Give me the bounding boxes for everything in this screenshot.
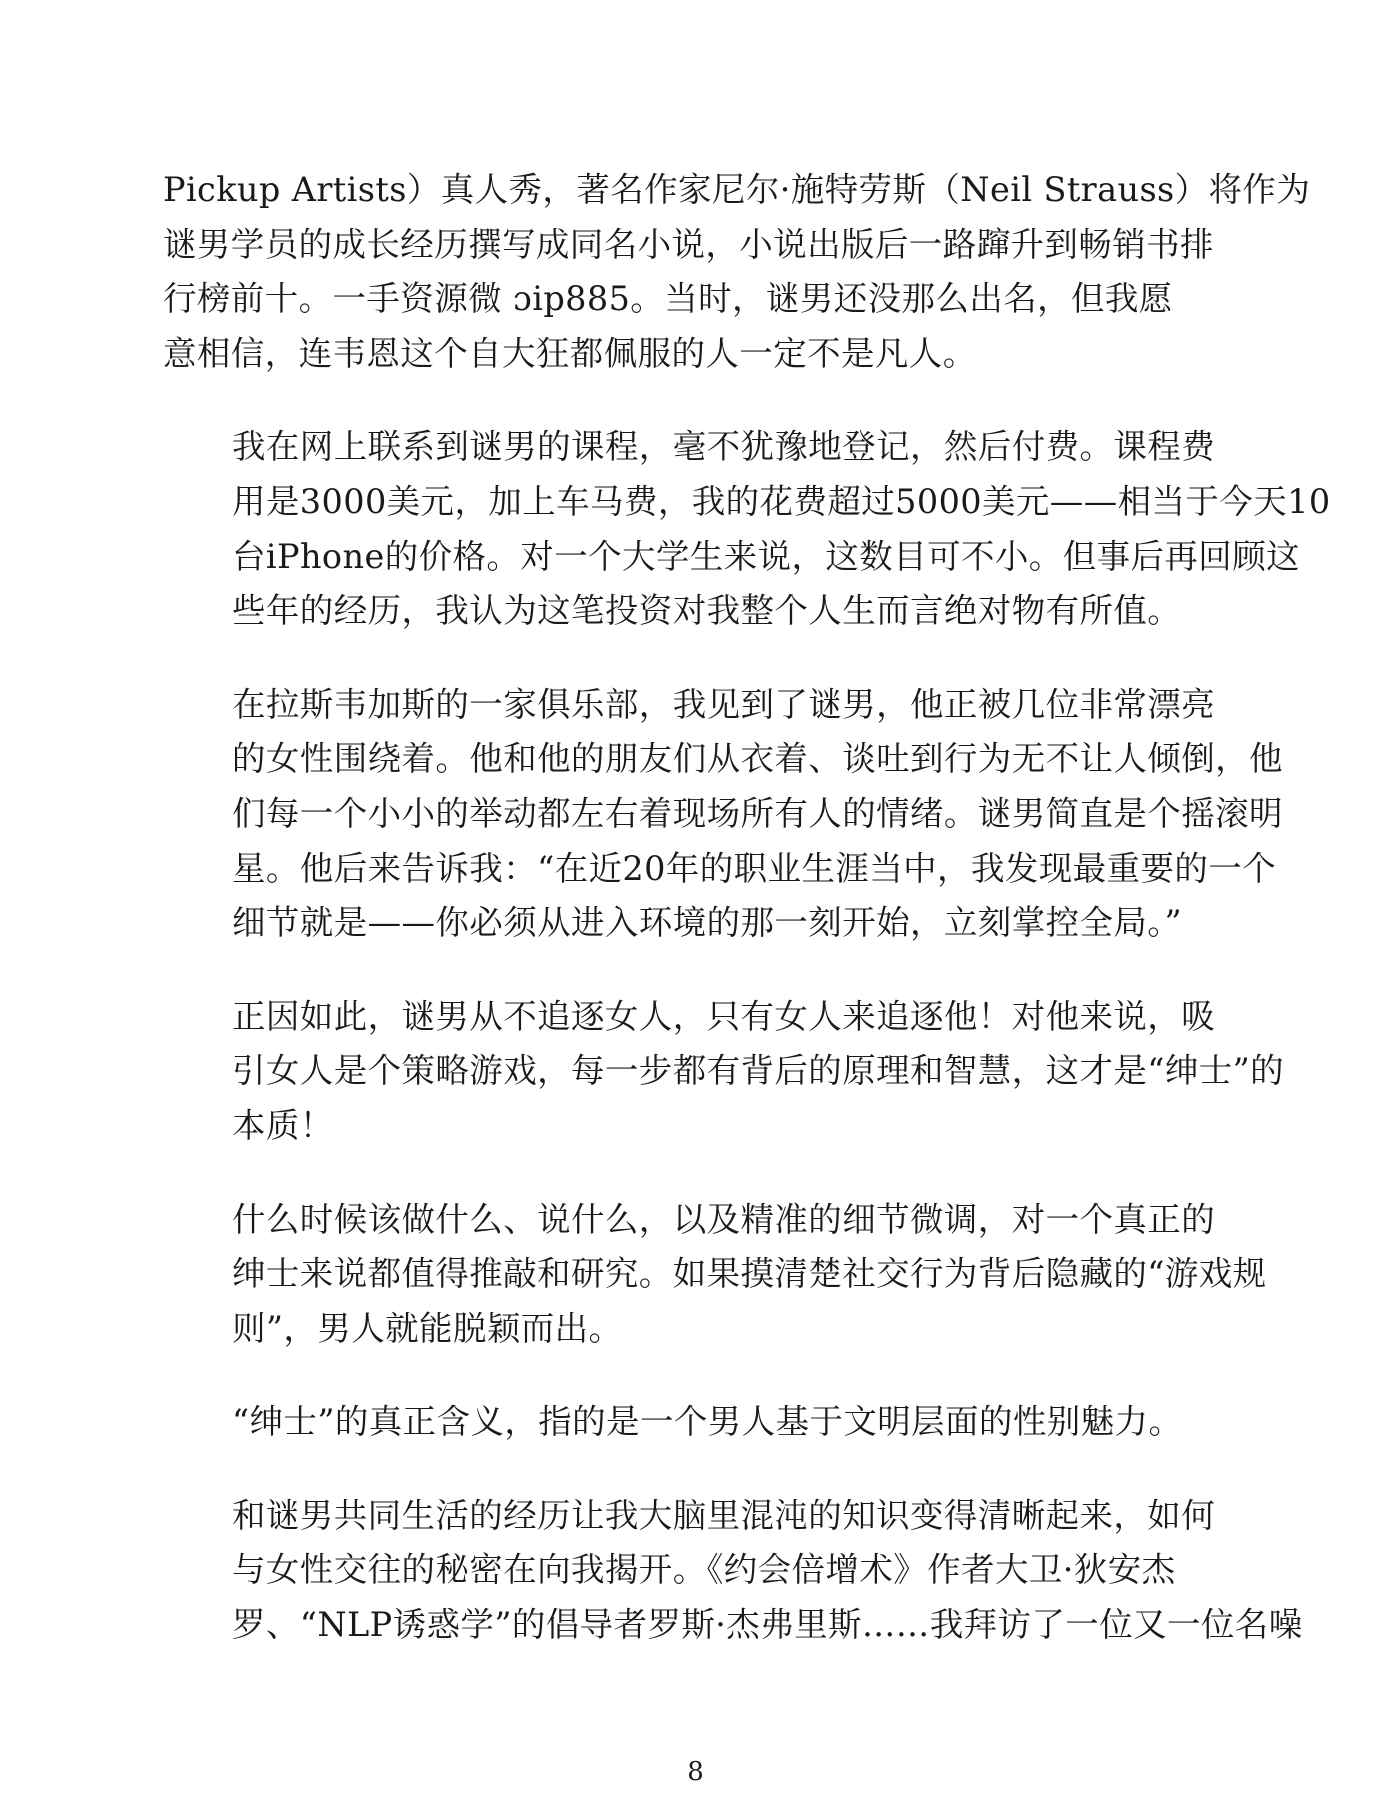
paragraph [163,1395,1225,1450]
paragraph [163,1489,1303,1653]
text-line: 些年的经历，我认为这笔投资对我整个人生而言绝对物有所值。 [232,591,1182,631]
text-line: 在拉斯韦加斯的一家俱乐部，我见到了谜男，他正被几位非常漂亮 [232,684,1216,724]
text-line: 星。他后来告诉我：“在近20年的职业生涯当中，我发现最重要的一个 [232,848,1277,888]
text-line: 意相信，连韦恩这个自大狂都佩服的人一定不是凡人。 [163,333,977,373]
text-line: “绅士”的真正含义，指的是一个男人基于文明层面的性别魅力。 [232,1402,1183,1442]
text-line: 与女性交往的秘密在向我揭开。《约会倍增术》作者大卫·狄安杰 [232,1550,1176,1590]
text-line: 们每一个小小的举动都左右着现场所有人的情绪。谜男简直是个摇滚明 [232,793,1283,833]
text-line: 绅士来说都值得推敲和研究。如果摸清楚社交行为背后隐藏的“游戏规 [232,1254,1267,1294]
paragraph [163,678,1283,951]
text-line: 引女人是个策略游戏，每一步都有背后的原理和智慧，这才是“绅士”的 [232,1051,1285,1091]
text-line: 我在网上联系到谜男的课程，毫不犹豫地登记，然后付费。课程费 [232,427,1216,467]
text-line: 和谜男共同生活的经历让我大脑里混沌的知识变得清晰起来，如何 [232,1495,1216,1535]
text-line: 用是3000美元，加上车马费，我的花费超过5000美元——相当于今天10 [232,481,1331,521]
text-line: 的女性围绕着。他和他的朋友们从衣着、谈吐到行为无不让人倾倒，他 [232,739,1283,779]
text-line: 台iPhone的价格。对一个大学生来说，这数目可不小。但事后再回顾这 [232,536,1300,576]
text-line: 本质！ [232,1105,334,1145]
text-line: 什么时候该做什么、说什么，以及精准的细节微调，对一个真正的 [232,1199,1216,1239]
paragraph [163,420,1331,638]
body-text [163,163,1331,1692]
text-line: 行榜前十。一手资源微 ɔip885。当时，谜男还没那么出名，但我愿 [163,279,1173,319]
text-line: 细节就是——你必须从进入环境的那一刻开始，立刻掌控全局。” [232,903,1182,943]
text-line: Pickup Artists）真人秀，著名作家尼尔·施特劳斯（Neil Strauss）将作为 [163,170,1311,209]
page-number: 8 [687,1757,704,1787]
text-line: 谜男学员的成长经历撰写成同名小说，小说出版后一路蹿升到畅销书排 [163,224,1214,264]
paragraph [163,1193,1267,1357]
paragraph [163,163,1311,381]
text-line: 则”，男人就能脱颖而出。 [232,1308,623,1348]
text-line: 正因如此，谜男从不追逐女人，只有女人来追逐他！对他来说，吸 [232,996,1216,1036]
paragraph [163,990,1285,1154]
text-line: 罗、“NLP诱惑学”的倡导者罗斯·杰弗里斯……我拜访了一位又一位名噪 [232,1605,1303,1645]
